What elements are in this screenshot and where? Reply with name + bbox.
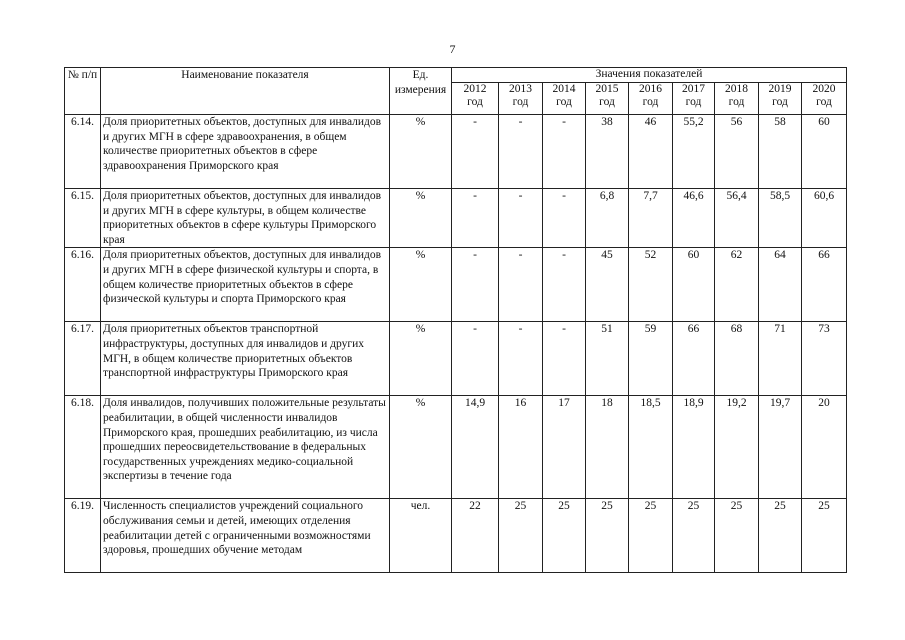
header-year-unit: год [467,96,483,108]
header-year-unit: год [816,96,832,108]
header-year-2012 [452,83,499,115]
row-value-2018: 56 [715,115,759,189]
row-number: 6.15. [65,189,101,248]
row-value-2015: 18 [586,396,629,499]
indicators-table [64,67,847,573]
row-value-2020: 60,6 [802,189,847,248]
row-value-2016: 18,5 [629,396,673,499]
row-number: 6.16. [65,248,101,322]
row-value-2018: 56,4 [715,189,759,248]
header-year-unit: год [599,96,615,108]
row-value-2020: 73 [802,322,847,396]
header-year-2014 [543,83,586,115]
header-row-top [65,68,847,83]
row-value-2020: 60 [802,115,847,189]
row-value-2017: 66 [673,322,715,396]
row-value-2017: 55,2 [673,115,715,189]
row-value-2016: 59 [629,322,673,396]
row-indicator-name: Доля приоритетных объектов, доступных для инвалидов и других МГН в сфере здравоохранения, в общем количестве приоритетных объектов в сфере здравоохранения Приморского края [101,115,390,189]
header-year-2019 [759,83,802,115]
header-year-2018 [715,83,759,115]
row-value-2015: 25 [586,499,629,573]
row-value-2013: - [499,322,543,396]
header-unit: Ед. измерения [390,68,452,115]
row-unit: % [390,248,452,322]
header-year-unit: год [685,96,702,108]
row-value-2013: - [499,189,543,248]
row-value-2013: 16 [499,396,543,499]
row-value-2020: 66 [802,248,847,322]
row-number: 6.18. [65,396,101,499]
row-value-2012: - [452,248,499,322]
table-row [65,115,847,189]
row-value-2020: 20 [802,396,847,499]
row-indicator-name: Численность специалистов учреждений социального обслуживания семьи и детей, имеющих отделения реабилитации детей с ограниченными возможностями здоровья, прошедших обучение методам [101,499,390,573]
header-year-2016 [629,83,673,115]
row-value-2020: 25 [802,499,847,573]
row-value-2015: 38 [586,115,629,189]
row-value-2015: 45 [586,248,629,322]
header-year-unit: год [772,96,788,108]
row-unit: % [390,115,452,189]
row-value-2018: 62 [715,248,759,322]
page-number: 7 [449,42,456,56]
row-unit: чел. [390,499,452,573]
header-year-unit: год [728,96,745,108]
row-number: 6.17. [65,322,101,396]
row-value-2017: 25 [673,499,715,573]
header-indicator-name: Наименование показателя [101,68,390,115]
row-value-2016: 25 [629,499,673,573]
table-row [65,248,847,322]
row-value-2019: 58,5 [759,189,802,248]
table-row [65,396,847,499]
header-year-value: 2020 [812,83,836,95]
header-year-value: 2015 [595,83,619,95]
row-value-2013: - [499,248,543,322]
row-value-2012: 22 [452,499,499,573]
row-value-2017: 60 [673,248,715,322]
header-year-2015 [586,83,629,115]
header-year-value: 2018 [725,83,748,95]
row-value-2014: - [543,248,586,322]
header-year-unit: год [556,96,572,108]
row-value-2013: 25 [499,499,543,573]
header-year-2020 [802,83,847,115]
row-value-2012: - [452,189,499,248]
row-unit: % [390,322,452,396]
row-value-2018: 19,2 [715,396,759,499]
row-value-2016: 46 [629,115,673,189]
row-value-2014: - [543,115,586,189]
row-value-2019: 58 [759,115,802,189]
row-value-2015: 6,8 [586,189,629,248]
row-value-2012: 14,9 [452,396,499,499]
row-value-2017: 18,9 [673,396,715,499]
header-year-unit: год [512,96,529,108]
row-unit: % [390,396,452,499]
row-value-2018: 68 [715,322,759,396]
row-value-2019: 71 [759,322,802,396]
table-body [65,115,847,573]
header-year-value: 2017 [682,83,705,95]
row-value-2013: - [499,115,543,189]
row-value-2012: - [452,322,499,396]
header-year-value: 2012 [463,83,487,95]
header-year-value: 2016 [639,83,662,95]
row-indicator-name: Доля приоритетных объектов транспортной инфраструктуры, доступных для инвалидов и других МГН, в общем количестве приоритетных объектов транспортной инфраструктуры Приморского края [101,322,390,396]
header-values: Значения показателей [452,68,847,83]
row-value-2017: 46,6 [673,189,715,248]
table-row [65,322,847,396]
header-year-2017 [673,83,715,115]
row-value-2014: - [543,322,586,396]
row-indicator-name: Доля инвалидов, получивших положительные результаты реабилитации, в общей численности инвалидов Приморского края, прошедших реабилитацию, из числа прошедших переосвидетельствование в федеральных государственных учреждениях медико-социальной экспертизы в течение года [101,396,390,499]
row-value-2015: 51 [586,322,629,396]
row-value-2012: - [452,115,499,189]
row-value-2014: 25 [543,499,586,573]
row-value-2014: - [543,189,586,248]
header-year-unit: год [642,96,659,108]
header-year-value: 2014 [552,83,576,95]
header-year-value: 2013 [509,83,532,95]
header-year-2013 [499,83,543,115]
table-row [65,189,847,248]
row-unit: % [390,189,452,248]
header-number: № п/п [65,68,101,115]
row-value-2018: 25 [715,499,759,573]
table-row [65,499,847,573]
row-indicator-name: Доля приоритетных объектов, доступных для инвалидов и других МГН в сфере культуры, в общем количестве приоритетных объектов в сфере культуры Приморского края [101,189,390,248]
row-value-2014: 17 [543,396,586,499]
row-value-2016: 52 [629,248,673,322]
header-year-value: 2019 [768,83,792,95]
row-value-2019: 25 [759,499,802,573]
row-value-2016: 7,7 [629,189,673,248]
row-value-2019: 64 [759,248,802,322]
row-value-2019: 19,7 [759,396,802,499]
row-number: 6.14. [65,115,101,189]
row-number: 6.19. [65,499,101,573]
row-indicator-name: Доля приоритетных объектов, доступных для инвалидов и других МГН в сфере физической культуры и спорта, в общем количестве приоритетных объектов в сфере физической культуры и спорта Приморского края [101,248,390,322]
